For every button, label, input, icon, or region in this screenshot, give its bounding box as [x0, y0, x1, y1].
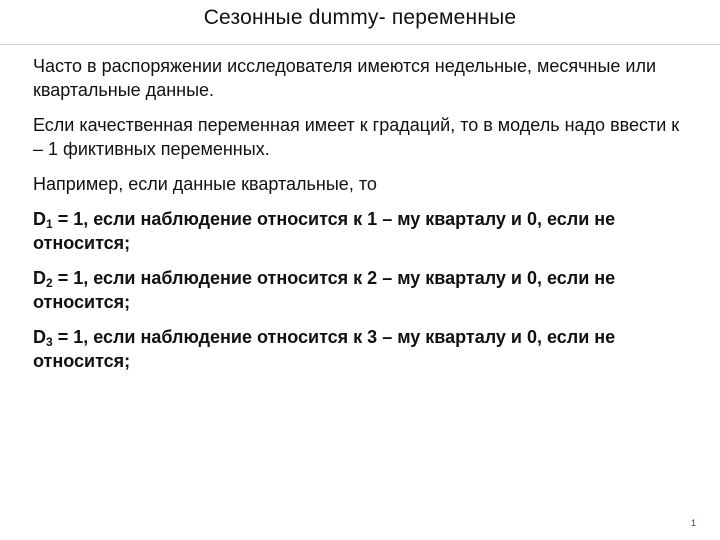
dummy-text: = 1, если наблюдение относится к 1 – му кварталу и 0, если не относится; — [33, 209, 616, 253]
dummy-subscript: 1 — [46, 217, 53, 231]
dummy-definition-2 — [33, 266, 693, 314]
dummy-subscript: 3 — [46, 335, 53, 349]
paragraph-intro: Часто в распоряжении исследователя имеются недельные, месячные или квартальные данные. — [33, 56, 657, 100]
dummy-text: = 1, если наблюдение относится к 3 – му кварталу и 0, если не относится; — [33, 327, 616, 371]
page-number: 1 — [690, 518, 696, 528]
dummy-definition-3 — [33, 325, 693, 373]
paragraph-example: Например, если данные квартальные, то — [33, 174, 377, 194]
slide-title: Сезонные dummy- переменные — [203, 6, 517, 29]
dummy-variable: D — [33, 209, 46, 229]
slide-body — [33, 54, 693, 384]
paragraph-gradations: Если качественная переменная имеет к градаций, то в модель надо ввести к – 1 фиктивных переменных. — [33, 115, 680, 159]
dummy-variable: D — [33, 268, 46, 288]
dummy-subscript: 2 — [46, 276, 53, 290]
title-divider — [0, 44, 720, 45]
dummy-definition-1 — [33, 207, 693, 255]
dummy-variable: D — [33, 327, 46, 347]
dummy-text: = 1, если наблюдение относится к 2 – му кварталу и 0, если не относится; — [33, 268, 616, 312]
